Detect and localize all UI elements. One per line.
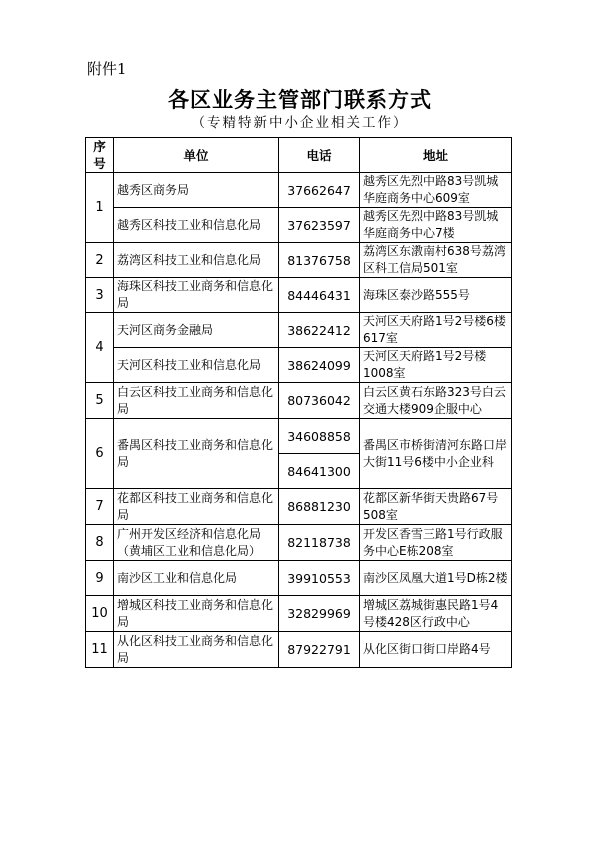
row-tel: 81376758 <box>279 243 360 278</box>
row-addr: 越秀区先烈中路83号凯城华庭商务中心7楼 <box>360 208 512 243</box>
table-row <box>86 208 512 243</box>
row-seq: 6 <box>86 419 114 489</box>
row-tel: 34608858 <box>279 419 360 454</box>
table-row <box>86 383 512 419</box>
row-tel: 32829969 <box>279 596 360 632</box>
table-row <box>86 632 512 668</box>
row-addr: 白云区黄石东路323号白云交通大楼909企服中心 <box>360 383 512 419</box>
row-seq: 4 <box>86 313 114 383</box>
attachment-label: 附件1 <box>87 60 127 78</box>
row-seq: 7 <box>86 489 114 525</box>
row-unit: 荔湾区科技工业和信息化局 <box>114 243 279 278</box>
row-unit: 增城区科技工业商务和信息化局 <box>114 596 279 632</box>
row-tel-secondary: 84641300 <box>279 454 360 489</box>
document-subtitle: （专精特新中小企业相关工作） <box>191 115 409 131</box>
row-addr: 荔湾区东漖南村638号荔湾区科工信局501室 <box>360 243 512 278</box>
row-seq: 10 <box>86 596 114 632</box>
row-addr: 花都区新华街天贵路67号508室 <box>360 489 512 525</box>
row-unit: 番禺区科技工业商务和信息化局 <box>114 419 279 489</box>
row-unit: 越秀区商务局 <box>114 173 279 208</box>
row-seq: 1 <box>86 173 114 243</box>
row-addr: 天河区天府路1号2号楼1008室 <box>360 348 512 383</box>
row-unit: 从化区科技工业商务和信息化局 <box>114 632 279 668</box>
row-unit: 广州开发区经济和信息化局（黄埔区工业和信息化局） <box>114 525 279 561</box>
row-unit: 白云区科技工业商务和信息化局 <box>114 383 279 419</box>
table-row <box>86 419 512 454</box>
table-row <box>86 596 512 632</box>
row-seq: 9 <box>86 561 114 596</box>
row-tel: 84446431 <box>279 278 360 313</box>
table-row <box>86 243 512 278</box>
row-unit: 越秀区科技工业和信息化局 <box>114 208 279 243</box>
row-tel: 82118738 <box>279 525 360 561</box>
header-addr: 地址 <box>360 138 512 173</box>
table-row <box>86 525 512 561</box>
table-row <box>86 278 512 313</box>
row-unit: 天河区商务金融局 <box>114 313 279 348</box>
table-row <box>86 313 512 348</box>
row-seq: 5 <box>86 383 114 419</box>
row-seq: 2 <box>86 243 114 278</box>
row-addr: 开发区香雪三路1号行政服务中心E栋208室 <box>360 525 512 561</box>
row-unit: 花都区科技工业商务和信息化局 <box>114 489 279 525</box>
header-unit: 单位 <box>114 138 279 173</box>
document-title: 各区业务主管部门联系方式 <box>168 87 432 112</box>
table-header-row <box>86 138 512 173</box>
table-row <box>86 489 512 525</box>
row-addr: 天河区天府路1号2号楼6楼617室 <box>360 313 512 348</box>
row-seq: 8 <box>86 525 114 561</box>
row-addr: 增城区荔城街惠民路1号4号楼428区行政中心 <box>360 596 512 632</box>
row-unit: 海珠区科技工业商务和信息化局 <box>114 278 279 313</box>
table-row <box>86 561 512 596</box>
row-tel: 86881230 <box>279 489 360 525</box>
row-unit: 南沙区工业和信息化局 <box>114 561 279 596</box>
row-tel: 37623597 <box>279 208 360 243</box>
header-seq: 序号 <box>86 138 114 173</box>
table-row <box>86 348 512 383</box>
row-addr: 从化区街口街口岸路4号 <box>360 632 512 668</box>
row-tel: 80736042 <box>279 383 360 419</box>
row-addr: 番禺区市桥街清河东路口岸大街11号6楼中小企业科 <box>360 419 512 489</box>
row-tel: 38622412 <box>279 313 360 348</box>
row-seq: 3 <box>86 278 114 313</box>
table-row <box>86 173 512 208</box>
row-seq: 11 <box>86 632 114 668</box>
row-tel: 39910553 <box>279 561 360 596</box>
header-tel: 电话 <box>279 138 360 173</box>
contact-table <box>85 137 512 668</box>
row-addr: 南沙区凤凰大道1号D栋2楼 <box>360 561 512 596</box>
row-addr: 越秀区先烈中路83号凯城华庭商务中心609室 <box>360 173 512 208</box>
row-tel: 87922791 <box>279 632 360 668</box>
row-addr: 海珠区泰沙路555号 <box>360 278 512 313</box>
row-tel: 37662647 <box>279 173 360 208</box>
row-unit: 天河区科技工业和信息化局 <box>114 348 279 383</box>
row-tel: 38624099 <box>279 348 360 383</box>
